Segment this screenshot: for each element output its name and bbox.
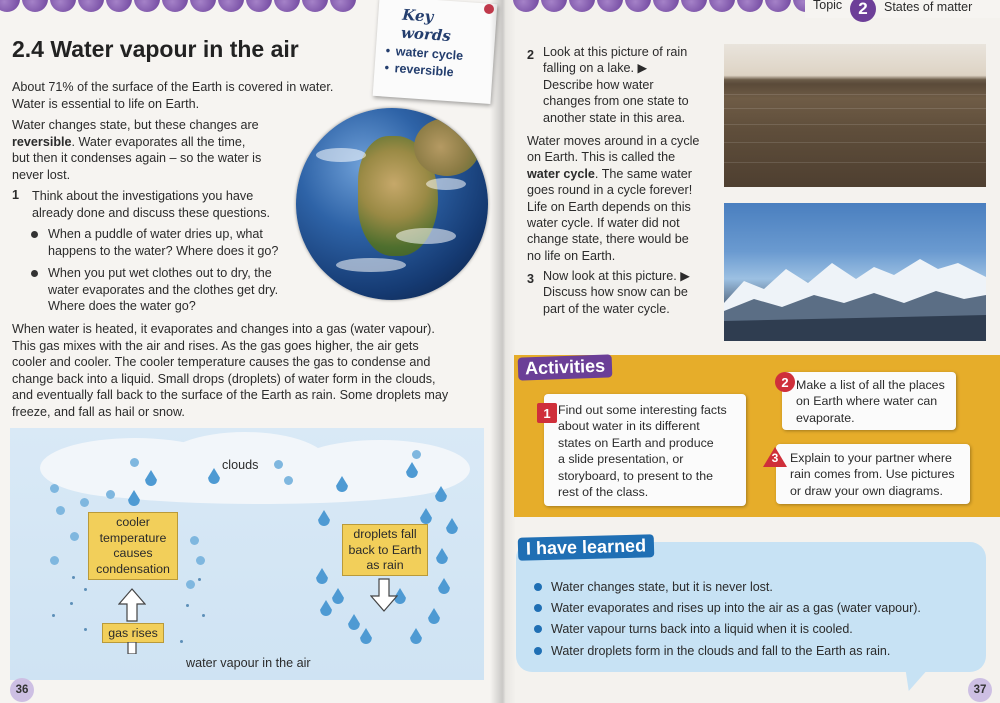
activity-2-badge: 2: [775, 372, 795, 392]
activity-card-3: Explain to your partner where rain comes from. Use pictures or draw your own diagrams.: [776, 444, 970, 504]
droplet-icon: [320, 600, 332, 616]
reversible-keyword: reversible: [12, 134, 72, 149]
droplet-icon: [332, 588, 344, 604]
activity-card-2: Make a list of all the places on Earth where water can evaporate.: [782, 372, 956, 430]
purple-dot-border: [0, 0, 356, 16]
droplet-icon: [438, 578, 450, 594]
learned-item: Water changes state, but it is never lost.: [551, 580, 773, 594]
question-1-bullet-1: When a puddle of water dries up, what happens to the water? Where does it go?: [48, 227, 279, 258]
question-2-number: 2: [527, 48, 535, 62]
clouds-label: clouds: [222, 458, 259, 472]
activity-card-1: Find out some interesting facts about water in its different states on Earth and produce a slide presentation, or storyboard, to present to the rest of the class.: [544, 394, 746, 506]
activities-title: Activities: [518, 354, 613, 380]
question-1-text: Think about the investigations you have already done and discuss these questions.: [32, 189, 271, 220]
topic-name: States of matter: [884, 0, 973, 14]
water-cycle-paragraph: Water moves around in a cycle on Earth. This is called the water cycle. The same water goes round in a cycle forever! Life on Earth depends on this water cycle. If water did not change state, there would be no life on Earth.: [527, 134, 700, 263]
rain-on-lake-photo: [724, 44, 986, 187]
activity-1-badge: 1: [537, 403, 557, 423]
i-have-learned-title: I have learned: [518, 534, 655, 561]
page-number-right: 37: [968, 678, 992, 702]
heated-paragraph: When water is heated, it evaporates and changes into a gas (water vapour). This gas mixes with the air and rises. As the gas goes higher, the air gets cooler and cooler. The cooler temperature causes the gas to condense and change back into a liquid. Small drops (droplets) of water form in the clouds, and eventually fall back to the surface of the Earth as rain. Some droplets may freeze, and fall as hail or snow.: [12, 322, 449, 419]
droplet-icon: [348, 614, 360, 630]
pin-icon: [484, 4, 494, 14]
intro-line-2: Water is essential to life on Earth.: [12, 96, 200, 111]
key-word-item: • reversible: [384, 61, 483, 82]
droplets-fall-label: droplets fall back to Earth as rain: [342, 524, 428, 576]
gas-rises-label: gas rises: [102, 623, 164, 643]
droplet-icon: [410, 628, 422, 644]
earth-globe-image: [296, 108, 488, 300]
learned-item: Water droplets form in the clouds and fall to the Earth as rain.: [551, 644, 891, 658]
droplet-icon: [446, 518, 458, 534]
lesson-title: 2.4 Water vapour in the air: [12, 36, 299, 62]
learned-item: Water evaporates and rises up into the air as a gas (water vapour).: [551, 601, 921, 615]
state-paragraph: Water changes state, but these changes are reversible. Water evaporates all the time, but then it condenses again – so the water is never lost.: [12, 118, 262, 182]
page-number-left: 36: [10, 678, 34, 702]
snowy-mountains-photo: [724, 203, 986, 341]
question-3-text: Now look at this picture. ▶ Discuss how snow can be part of the water cycle.: [543, 269, 690, 316]
purple-dot-border-right: [513, 0, 819, 16]
topic-number-badge: 2: [850, 0, 876, 22]
question-1-bullet-2: When you put wet clothes out to dry, the water evaporates and the clothes get dry. Where does the water go?: [48, 266, 279, 313]
key-words-title: Key words: [400, 5, 452, 46]
droplet-icon: [360, 628, 372, 644]
water-vapour-label: water vapour in the air: [186, 656, 311, 670]
topic-label: Topic: [813, 0, 843, 12]
question-3-number: 3: [527, 272, 535, 286]
droplet-icon: [318, 510, 330, 526]
learned-item: Water vapour turns back into a liquid when it is cooled.: [551, 622, 853, 636]
water-cycle-keyword: water cycle: [527, 166, 595, 181]
key-words-note: [373, 0, 498, 104]
book-gutter: [490, 0, 516, 703]
droplet-icon: [420, 508, 432, 524]
arrow-up-icon: [118, 588, 146, 622]
question-1-number: 1: [12, 188, 20, 202]
droplet-icon: [316, 568, 328, 584]
intro-line-1: About 71% of the surface of the Earth is covered in water.: [12, 80, 334, 94]
intro-paragraph: [12, 79, 333, 112]
activity-3-badge: 3: [771, 451, 779, 465]
key-word-item: • water cycle: [385, 44, 484, 65]
cooler-temperature-label: cooler temperature causes condensation: [88, 512, 178, 580]
water-vapour-diagram: [10, 428, 484, 680]
droplet-icon: [428, 608, 440, 624]
arrow-down-icon: [370, 578, 398, 612]
question-2-text: Look at this picture of rain falling on a lake. ▶ Describe how water changes from one state to another state in this area.: [543, 45, 689, 125]
droplet-icon: [436, 548, 448, 564]
